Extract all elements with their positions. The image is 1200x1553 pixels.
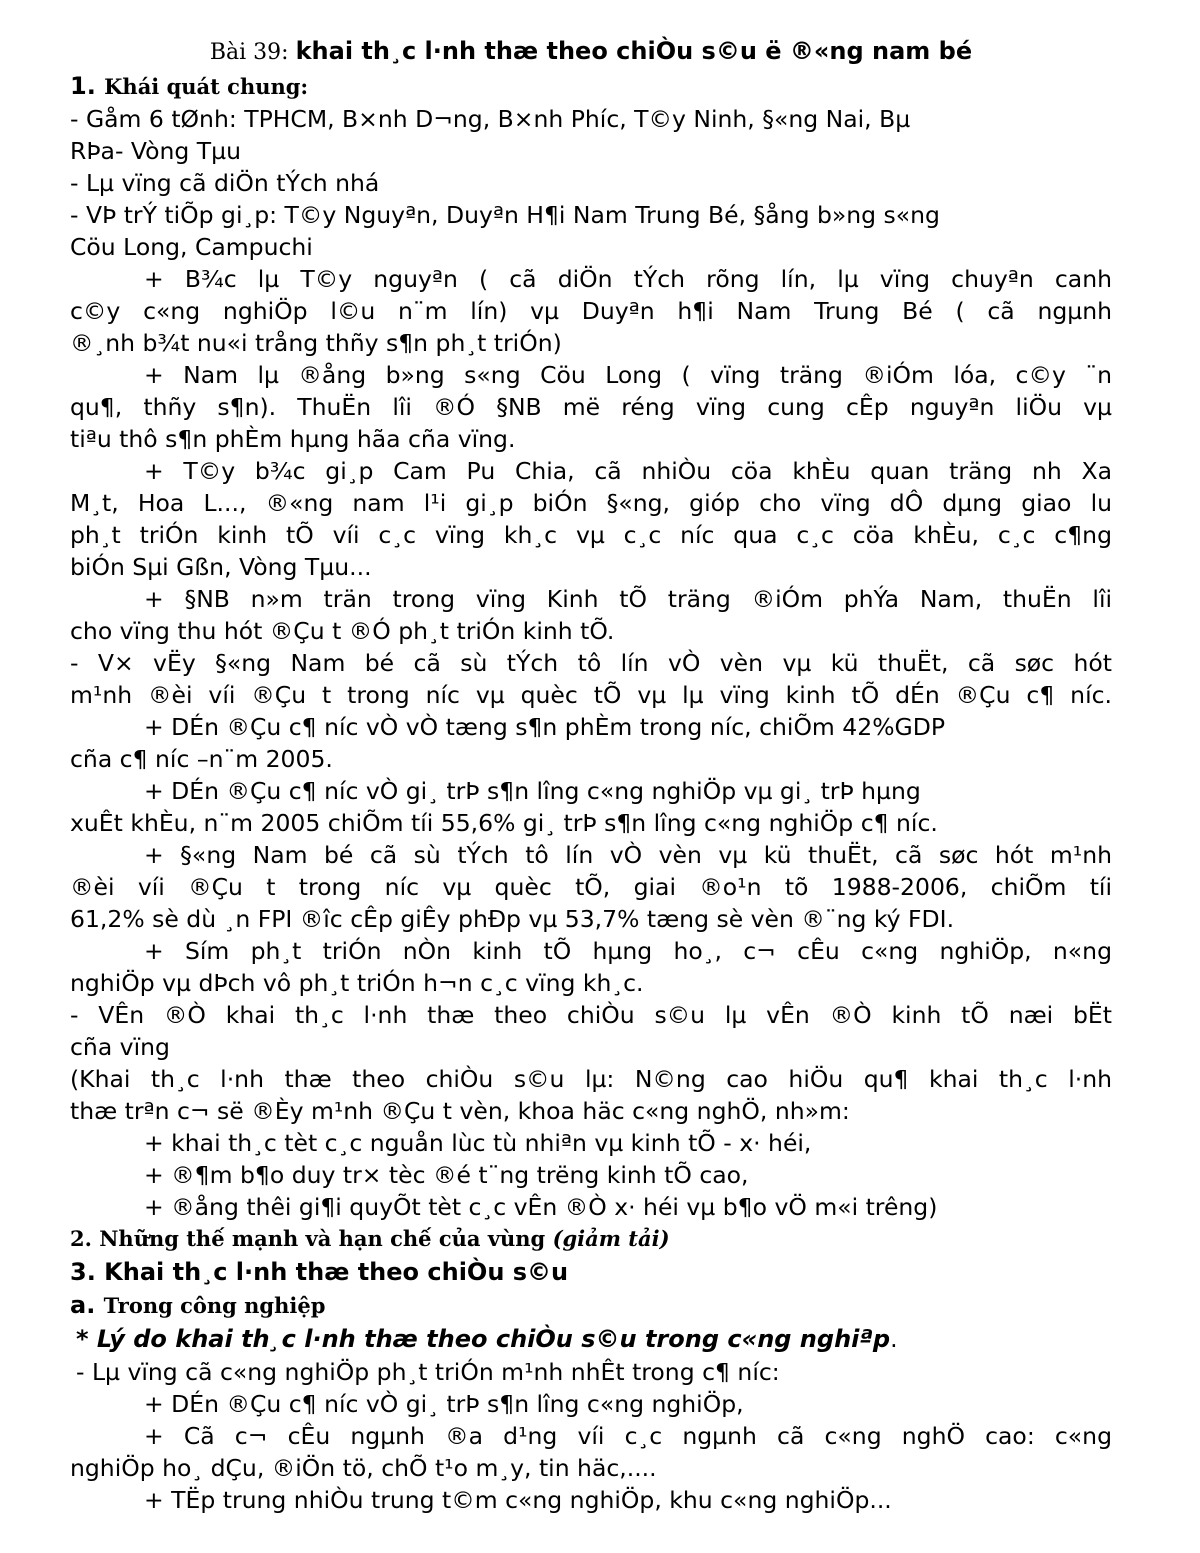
paragraph-line: ®èi víi ®Çu t trong níc vµ quèc tÕ, giai ®o¹n tõ 1988-2006, chiÕm tíi — [70, 873, 1112, 901]
section-2-note: (giảm tải) — [552, 1226, 670, 1251]
reason-heading-period: . — [890, 1325, 898, 1353]
paragraph-line: ®¸nh b¾t nu«i trång thñy s¶n ph¸t triÓn) — [70, 329, 562, 357]
paragraph-line: (Khai th¸c l·nh thæ theo chiÒu s©u lµ: N©ng cao hiÖu qu¶ khai th¸c l·nh — [70, 1065, 1112, 1093]
paragraph-line: thæ trªn c¬ së ®Èy m¹nh ®Çu t vèn, khoa häc c«ng nghÖ, nh»m: — [70, 1097, 850, 1125]
paragraph-line: m¹nh ®èi víi ®Çu t trong níc vµ quèc tÕ vµ lµ vïng kinh tÕ dÉn ®Çu c¶ níc. — [70, 681, 1112, 709]
paragraph-line: nghiÖp ho¸ dÇu, ®iÖn tö, chÕ t¹o m¸y, tin häc,.... — [70, 1454, 657, 1482]
paragraph-line: + DÉn ®Çu c¶ níc vÒ gi¸ trÞ s¶n lîng c«ng nghiÖp, — [144, 1390, 744, 1418]
paragraph-line: + §NB n»m trän trong vïng Kinh tÕ träng ®iÓm phÝa Nam, thuËn lîi — [144, 585, 1112, 613]
lesson-title-text: khai th¸c l·nh thæ theo chiÒu s©u ë ®«ng nam bé — [295, 37, 973, 65]
paragraph-line: + ®ång thêi gi¶i quyÕt tèt c¸c vÊn ®Ò x· héi vµ b¶o vÖ m«i trêng) — [144, 1193, 938, 1221]
section-1-label: Khái quát chung: — [104, 74, 309, 99]
paragraph-line: + DÉn ®Çu c¶ níc vÒ vÒ tæng s¶n phÈm trong níc, chiÕm 42%GDP — [144, 713, 946, 741]
paragraph-line: cho vïng thu hót ®Çu t ®Ó ph¸t triÓn kinh tÕ. — [70, 617, 615, 645]
paragraph-line: tiªu thô s¶n phÈm hµng hãa cña vïng. — [70, 425, 516, 453]
subsection-a-heading — [70, 1289, 1112, 1322]
paragraph-line: + TËp trung nhiÒu trung t©m c«ng nghiÖp, khu c«ng nghiÖp... — [144, 1486, 892, 1514]
paragraph-line: cña c¶ níc –n¨m 2005. — [70, 745, 333, 773]
paragraph-line: + khai th¸c tèt c¸c nguån lùc tù nhiªn vµ kinh tÕ - x· héi, — [144, 1129, 812, 1157]
section-1-number: 1. — [70, 72, 105, 100]
paragraph-line: Cöu Long, Campuchi — [70, 233, 313, 261]
paragraph-line: + Nam lµ ®ång b»ng s«ng Cöu Long ( vïng träng ®iÓm lóa, c©y ¨n — [144, 361, 1112, 389]
section-2-label: 2. Những thế mạnh và hạn chế của vùng — [70, 1226, 553, 1251]
reason-heading: * Lý do khai th¸c l·nh thæ theo chiÒu s©u trong c«ng nghiªp — [76, 1325, 891, 1353]
paragraph-line: + Cã c¬ cÊu ngµnh ®a d¹ng víi c¸c ngµnh cã c«ng nghÖ cao: c«ng — [144, 1422, 1112, 1450]
subsection-a-letter: a. — [70, 1291, 104, 1319]
section-3-heading: 3. Khai th¸c l·nh thæ theo chiÒu s©u — [70, 1258, 569, 1286]
paragraph-line: RÞa- Vòng Tµu — [70, 137, 242, 165]
paragraph-line: + Sím ph¸t triÓn nÒn kinh tÕ hµng ho¸, c¬ cÊu c«ng nghiÖp, n«ng — [144, 937, 1112, 965]
paragraph-line: + DÉn ®Çu c¶ níc vÒ gi¸ trÞ s¶n lîng c«ng nghiÖp vµ gi¸ trÞ hµng — [144, 777, 921, 805]
section-2-heading — [70, 1223, 1112, 1255]
paragraph-line: - Gåm 6 tØnh: TPHCM, B×nh D¬ng, B×nh Phíc, T©y Ninh, §«ng Nai, Bµ — [70, 105, 911, 133]
paragraph-line: + B¾c lµ T©y nguyªn ( cã diÖn tÝch rõng lín, lµ vïng chuyªn canh — [144, 265, 1112, 293]
paragraph-line: cña vïng — [70, 1033, 170, 1061]
paragraph-line: + §«ng Nam bé cã sù tÝch tô lín vÒ vèn vµ kü thuËt, cã søc hót m¹nh — [144, 841, 1112, 869]
paragraph-line: ph¸t triÓn kinh tÕ víi c¸c vïng kh¸c vµ c¸c níc qua c¸c cöa khÈu, c¸c c¶ng — [70, 521, 1112, 549]
subsection-a-label: Trong công nghiệp — [103, 1293, 326, 1318]
paragraph-line: - Lµ vïng cã diÖn tÝch nhá — [70, 169, 380, 197]
paragraph-line: - V× vËy §«ng Nam bé cã sù tÝch tô lín vÒ vèn vµ kü thuËt, cã søc hót — [70, 649, 1112, 677]
paragraph-line: 61,2% sè dù ¸n FPI ®îc cÊp giÊy phÐp vµ 53,7% tæng sè vèn ®¨ng ký FDI. — [70, 905, 955, 933]
paragraph-line: - Lµ vïng cã c«ng nghiÖp ph¸t triÓn m¹nh nhÊt trong c¶ níc: — [76, 1358, 780, 1386]
paragraph-line: + ®¶m b¶o duy tr× tèc ®é t¨ng trëng kinh tÕ cao, — [144, 1161, 749, 1189]
paragraph-line: c©y c«ng nghiÖp l©u n¨m lín) vµ Duyªn h¶i Nam Trung Bé ( cã ngµnh — [70, 297, 1112, 325]
section-1-heading — [70, 70, 1112, 103]
paragraph-line: M¸t, Hoa L..., ®«ng nam l¹i gi¸p biÓn §«ng, gióp cho vïng dÔ dµng giao lu — [70, 489, 1112, 517]
lesson-title — [70, 34, 1112, 70]
paragraph-line: biÓn Sµi Gßn, Vòng Tµu... — [70, 553, 372, 581]
paragraph-line: qu¶, thñy s¶n). ThuËn lîi ®Ó §NB më réng vïng cung cÊp nguyªn liÖu vµ — [70, 393, 1112, 421]
paragraph-line: - VÞ trÝ tiÕp gi¸p: T©y Nguyªn, Duyªn H¶i Nam Trung Bé, §ång b»ng s«ng — [70, 201, 940, 229]
paragraph-line: nghiÖp vµ dÞch vô ph¸t triÓn h¬n c¸c vïng kh¸c. — [70, 969, 644, 997]
reason-heading-row — [70, 1322, 1112, 1356]
lesson-number: Bài 39: — [209, 40, 296, 65]
paragraph-line: xuÊt khÈu, n¨m 2005 chiÕm tíi 55,6% gi¸ trÞ s¶n lîng c«ng nghiÖp c¶ níc. — [70, 809, 938, 837]
paragraph-line: + T©y b¾c gi¸p Cam Pu Chia, cã nhiÒu cöa khÈu quan träng nh Xa — [144, 457, 1112, 485]
paragraph-line: - VÊn ®Ò khai th¸c l·nh thæ theo chiÒu s©u lµ vÊn ®Ò kinh tÕ næi bËt — [70, 1001, 1112, 1029]
